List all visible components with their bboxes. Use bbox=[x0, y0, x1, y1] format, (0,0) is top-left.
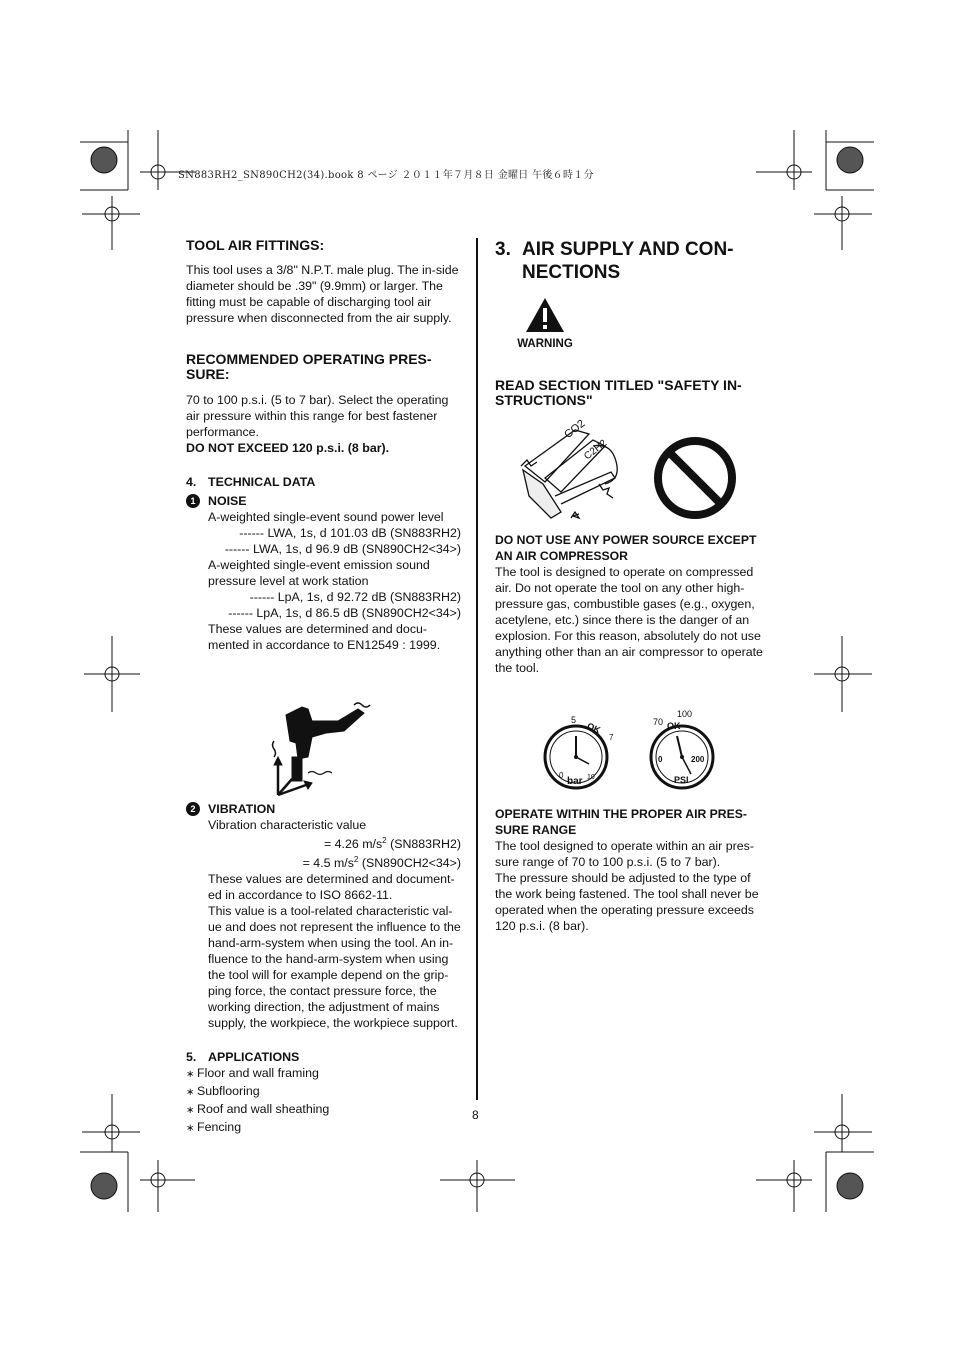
power-source-title: DO NOT USE ANY POWER SOURCE EXCEPT AN AIR COMPRESSOR bbox=[495, 533, 757, 563]
apps-num: 5. bbox=[186, 1050, 197, 1065]
vibration-value: = 4.26 m/s bbox=[323, 837, 383, 852]
tech-num: 4. bbox=[186, 475, 197, 489]
power-source-illustration bbox=[495, 408, 767, 522]
list-bullet: ∗ bbox=[186, 1123, 195, 1135]
list-item-text: Fencing bbox=[197, 1120, 242, 1135]
nailer-vibration-illustration bbox=[268, 697, 378, 797]
noise-bullet: 1 bbox=[186, 494, 200, 508]
tech-title: TECHNICAL DATA bbox=[208, 475, 316, 489]
pressure-title: RECOMMENDED OPERATING PRES-SURE: bbox=[186, 351, 432, 382]
noise-line: ------ LpA, 1s, d 86.5 dB (SN890CH2<34>) bbox=[228, 606, 461, 620]
fittings-text: This tool uses a 3/8" N.P.T. male plug. The in-side diameter should be .39" (9.9mm) or larger. The fitting must be capable of discharging tool air pressure when disconnected from the air supply. bbox=[186, 263, 459, 325]
vibration-line: These values are determined and document-ed in accordance to ISO 8662-11. bbox=[208, 872, 455, 903]
gas-label-co2: CO2 bbox=[562, 417, 588, 442]
noise-line: A-weighted single-event emission sound pressure level at work station bbox=[208, 558, 430, 588]
noise-line: ------ LWA, 1s, d 101.03 dB (SN883RH2) bbox=[239, 526, 461, 540]
print-header: SN883RH2_SN890CH2(34).book 8 ページ ２０１１年７月８日 金曜日 午後６時１分 bbox=[178, 170, 594, 181]
section-title-line1: AIR SUPPLY AND CON- bbox=[522, 239, 734, 260]
list-item bbox=[186, 1119, 461, 1137]
noise-line: ------ LpA, 1s, d 92.72 dB (SN883RH2) bbox=[249, 590, 461, 604]
list-item bbox=[186, 1083, 461, 1101]
list-item-text: Floor and wall framing bbox=[197, 1066, 319, 1081]
pressure-warning: DO NOT EXCEED 120 p.s.i. (8 bar). bbox=[186, 441, 390, 455]
read-safety-title: READ SECTION TITLED "SAFETY IN-STRUCTIONS" bbox=[495, 377, 742, 408]
bar-gauge-right: 7 bbox=[609, 733, 614, 742]
vibration-heading bbox=[186, 801, 461, 817]
operate-range-title: OPERATE WITHIN THE PROPER AIR PRES-SURE RANGE bbox=[495, 807, 747, 837]
list-bullet: ∗ bbox=[186, 1087, 195, 1099]
noise-line: ------ LWA, 1s, d 96.9 dB (SN890CH2<34>) bbox=[224, 542, 461, 556]
power-source-text: The tool is designed to operate on compressed air. Do not operate the tool on any other high-pressure gas, combustible gases (e.g., oxygen, acetylene, etc.) since there is the danger of an explosion. For this reason, absolutely do not use anything other than an air compressor to operate the tool. bbox=[495, 565, 763, 675]
applications-heading bbox=[186, 1049, 461, 1065]
list-item bbox=[186, 1065, 461, 1083]
noise-block bbox=[186, 509, 461, 653]
list-item bbox=[186, 1101, 461, 1119]
vibration-value-1 bbox=[208, 833, 461, 852]
tech-data-heading bbox=[186, 474, 461, 490]
vibration-model: (SN883RH2) bbox=[390, 837, 461, 852]
psi-gauge-left-top: 70 bbox=[653, 717, 664, 727]
operate-range-text-1: The tool designed to operate within an air pres-sure range of 70 to 100 p.s.i. (5 to 7 bar). bbox=[495, 839, 754, 869]
pressure-text: 70 to 100 p.s.i. (5 to 7 bar). Select the operating air pressure within this range for best fastener performance. bbox=[186, 393, 449, 439]
psi-gauge-left: 0 bbox=[658, 755, 663, 764]
noise-heading bbox=[186, 493, 461, 509]
noise-title: NOISE bbox=[208, 494, 247, 508]
unit-sup: 2 bbox=[382, 836, 387, 845]
list-item-text: Subflooring bbox=[197, 1084, 260, 1099]
warning-block bbox=[495, 296, 595, 352]
vibration-line: This value is a tool-related characteristic val-ue and does not represent the influence to the hand-arm-system when using the tool. An in-fluence to the hand-arm-system when using the tool will for example depend on the grip-ping force, the contact pressure force, the working direction, the adjustment of mains supply, the workpiece, the workpiece support. bbox=[208, 904, 461, 1031]
prohibition-icon bbox=[653, 436, 737, 520]
list-bullet: ∗ bbox=[186, 1069, 195, 1081]
psi-gauge-right: 200 bbox=[691, 755, 705, 764]
vibration-bullet: 2 bbox=[186, 802, 200, 816]
operate-range-text-2: The pressure should be adjusted to the type of the work being fastened. The tool shall never be operated when the operating pressure exceeds 120 p.s.i. (8 bar). bbox=[495, 871, 759, 933]
vibration-block bbox=[186, 817, 461, 1031]
bar-gauge-unit: bar bbox=[567, 776, 583, 787]
apps-title: APPLICATIONS bbox=[208, 1050, 300, 1065]
warning-triangle-icon bbox=[524, 296, 566, 334]
gas-label-c2h2: C2H2 bbox=[582, 437, 610, 463]
left-column bbox=[186, 238, 461, 1137]
section-num: 3. bbox=[495, 239, 511, 260]
bar-gauge-left-low: 0 bbox=[559, 771, 564, 780]
bar-gauge-top: 5 bbox=[571, 715, 577, 725]
vibration-illustration-wrap bbox=[186, 653, 461, 801]
section-title-line2: NECTIONS bbox=[522, 262, 621, 283]
vibration-line: Vibration characteristic value bbox=[208, 818, 367, 832]
psi-gauge-unit: PSI bbox=[674, 775, 689, 785]
noise-line: A-weighted single-event sound power level bbox=[208, 510, 444, 524]
page-number: 8 bbox=[472, 1108, 479, 1122]
fittings-title: TOOL AIR FITTINGS: bbox=[186, 237, 325, 253]
column-divider bbox=[476, 238, 478, 1100]
right-column bbox=[495, 238, 767, 934]
bar-gauge-ok: OK bbox=[585, 720, 602, 736]
warning-label: WARNING bbox=[517, 338, 573, 350]
bar-gauge-right-low: 10 bbox=[587, 774, 595, 781]
vibration-model: (SN890CH2<34>) bbox=[361, 856, 461, 871]
pressure-gauges bbox=[495, 676, 767, 806]
psi-gauge-ok: OK bbox=[667, 721, 681, 731]
vibration-value-2 bbox=[208, 852, 461, 871]
vibration-value: = 4.5 m/s bbox=[302, 856, 354, 871]
list-item-text: Roof and wall sheathing bbox=[197, 1102, 330, 1117]
applications-list bbox=[186, 1065, 461, 1137]
noise-line: These values are determined and docu-mented in accordance to EN12549 : 1999. bbox=[208, 622, 441, 652]
section-title bbox=[495, 238, 767, 261]
psi-gauge-right-top: 100 bbox=[677, 709, 693, 719]
unit-sup: 2 bbox=[353, 855, 359, 865]
list-bullet: ∗ bbox=[186, 1105, 195, 1117]
vibration-title: VIBRATION bbox=[208, 802, 276, 816]
